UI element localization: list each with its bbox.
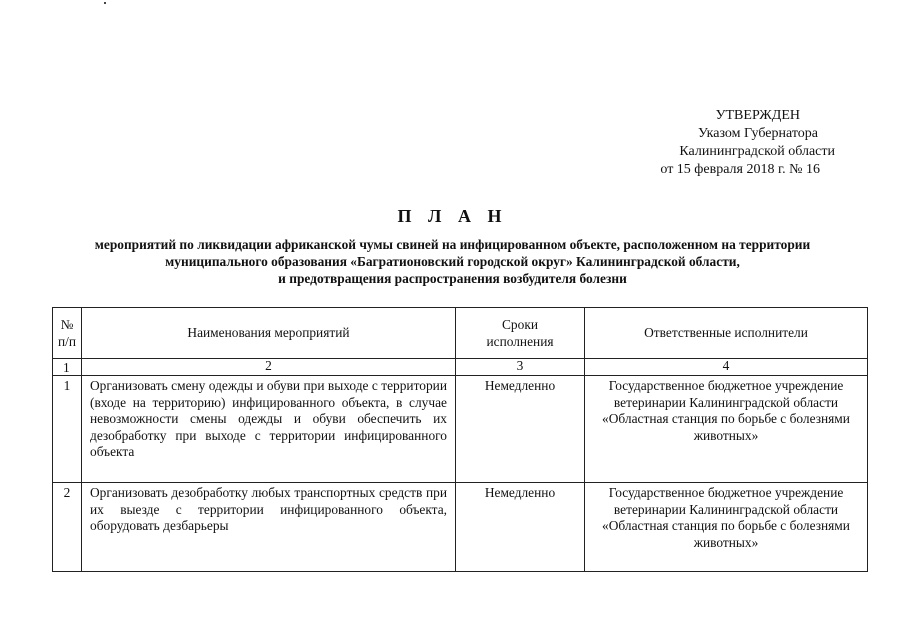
row-measure: Организовать дезобработку любых транспортных средств при их выезде с территории инфицированного объекта, оборудовать дезбарьеры <box>82 483 456 572</box>
subtitle-line-2: муниципального образования «Багратионовский городской округ» Калининградской области, <box>165 254 740 269</box>
approval-stamp <box>520 107 840 179</box>
document-subtitle <box>20 236 885 287</box>
table-row <box>53 376 868 483</box>
column-number: 4 <box>585 359 868 376</box>
header-exec: Ответственные исполнители <box>585 308 868 359</box>
row-number: 2 <box>53 483 82 572</box>
row-term: Немедленно <box>456 376 585 483</box>
approval-line-approved: УТВЕРЖДЕН <box>715 108 800 123</box>
header-num: № п/п <box>53 308 82 359</box>
row-executor: Государственное бюджетное учреждение ветеринарии Калининградской области «Областная станция по борьбе с болезнями животных» <box>585 376 868 483</box>
row-term: Немедленно <box>456 483 585 572</box>
subtitle-line-1: мероприятий по ликвидации африканской чумы свиней на инфицированном объекте, расположенном на территории <box>94 237 811 252</box>
approval-line-decree: Указом Губернатора <box>697 126 818 141</box>
approval-line-date: от 15 февраля 2018 г. № 16 <box>660 162 820 177</box>
row-number: 1 <box>53 376 82 483</box>
column-number: 3 <box>456 359 585 376</box>
approval-line-region: Калининградской области <box>679 144 835 159</box>
column-number: 1 <box>53 359 82 376</box>
header-name: Наименования мероприятий <box>82 308 456 359</box>
row-measure: Организовать смену одежды и обуви при выходе с территории (входе на территорию) инфицированного объекта, в случае невозможности смены одежды и обуви обеспечить их дезобработку при выходе с территории инфицированного объекта <box>82 376 456 483</box>
column-number-row <box>53 359 868 376</box>
row-executor: Государственное бюджетное учреждение ветеринарии Калининградской области «Областная станция по борьбе с болезнями животных» <box>585 483 868 572</box>
document-title: П Л А Н <box>397 206 508 226</box>
plan-table <box>52 307 868 572</box>
subtitle-line-3: и предотвращения распространения возбудителя болезни <box>278 271 627 286</box>
scan-speck <box>104 2 106 4</box>
table-row <box>53 483 868 572</box>
header-term: Сроки исполнения <box>456 308 585 359</box>
column-number: 2 <box>82 359 456 376</box>
table-header-row <box>53 308 868 359</box>
